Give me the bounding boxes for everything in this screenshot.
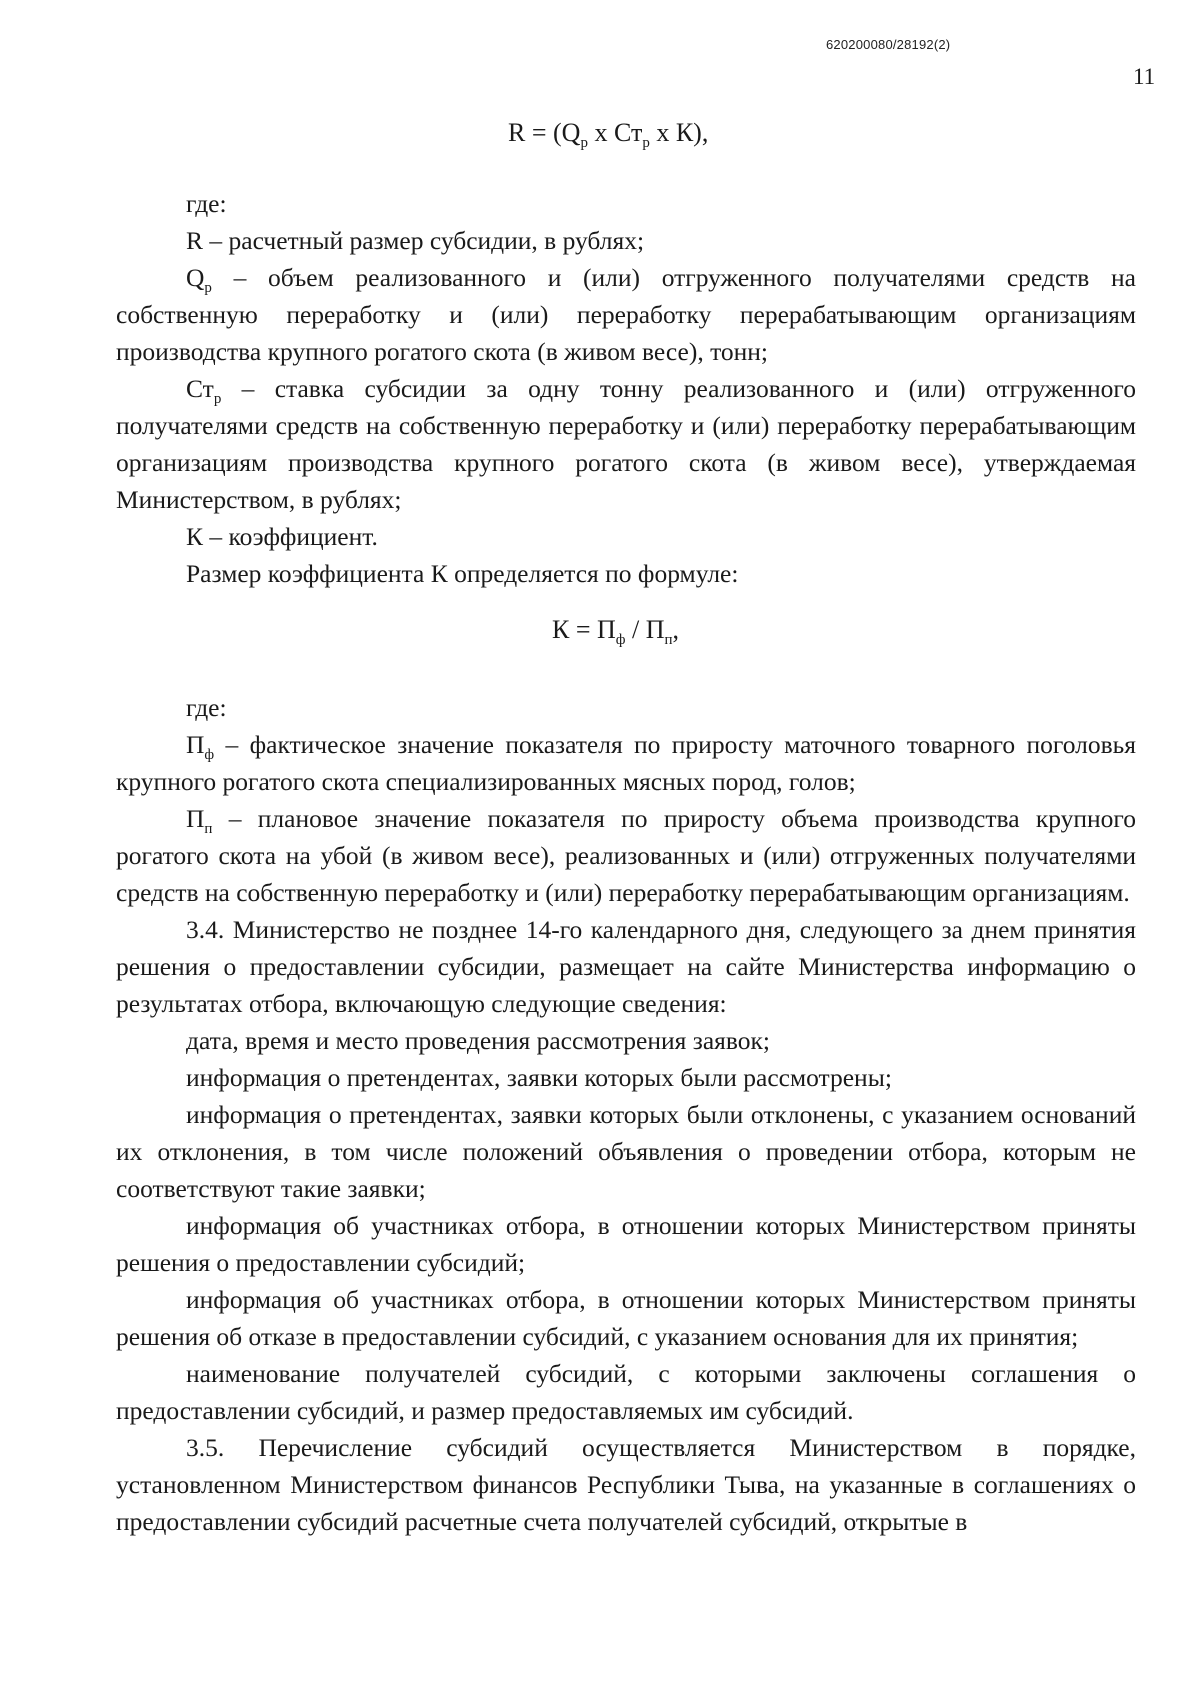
list-item: информация об участниках отбора, в отношении которых Министерством приняты решения о предоставлении субсидий;: [116, 1211, 1136, 1277]
formula-r-definitions: [116, 185, 1136, 592]
r-definition: R – расчетный размер субсидии, в рублях;: [186, 226, 645, 255]
where-label: где:: [186, 189, 227, 218]
paragraph-3-4: 3.4. Министерство не позднее 14-го календарного дня, следующего за днем принятия решения о предоставлении субсидии, размещает на сайте Министерства информацию о результатах отбора, включающую следующие сведения:: [116, 915, 1136, 1018]
q-definition: $Q_р$ – объем реализованного и (или) отгруженного получателями средств на собственную переработку и (или) переработку перерабатывающим организациям производства крупного рогатого скота (в живом весе), тонн;: [116, 263, 1136, 366]
list-item: информация о претендентах, заявки которых были рассмотрены;: [186, 1063, 892, 1092]
pf-definition: $П_ф$ – фактическое значение показателя по приросту маточного товарного поголовья крупного рогатого скота специализированных мясных пород, голов;: [116, 730, 1136, 796]
page-number: 11: [1133, 64, 1156, 89]
document-id: 620200080/28192(2): [826, 37, 951, 52]
list-item: дата, время и место проведения рассмотрения заявок;: [186, 1026, 770, 1055]
where-label: где:: [186, 693, 227, 722]
list-item: наименование получателей субсидий, с которыми заключены соглашения о предоставлении субсидий, и размер предоставляемых им субсидий.: [116, 1359, 1136, 1425]
st-definition: $Ст_р$ – ставка субсидии за одну тонну реализованного и (или) отгруженного получателями средств на собственную переработку и (или) переработку перерабатывающим организациям производства крупного рогатого скота (в живом весе), утверждаемая Министерством, в рублях;: [116, 374, 1136, 514]
paragraph-3-5: 3.5. Перечисление субсидий осуществляется Министерством в порядке, установленном Министерством финансов Республики Тыва, на указанные в соглашениях о предоставлении субсидий расчетные счета получателей субсидий, открытые в: [116, 1433, 1136, 1536]
k-intro: Размер коэффициента К определяется по формуле:: [186, 559, 739, 588]
formula-r: $R = (Q_р$ х $Ст_р$ х К),: [508, 118, 709, 151]
formula-k: $К = П_ф / П_п$,: [552, 615, 680, 648]
formula-k-definitions: [116, 689, 1136, 1540]
k-definition: К – коэффициент.: [186, 522, 378, 551]
list-item: информация о претендентах, заявки которых были отклонены, с указанием оснований их отклонения, в том числе положений объявления о проведении отбора, которым не соответствуют такие заявки;: [116, 1100, 1136, 1203]
list-item: информация об участниках отбора, в отношении которых Министерством приняты решения об отказе в предоставлении субсидий, с указанием основания для их принятия;: [116, 1285, 1136, 1351]
pp-definition: $П_п$ – плановое значение показателя по приросту объема производства крупного рогатого скота на убой (в живом весе), реализованных и (или) отгруженных получателями средств на собственную переработку и (или) переработку перерабатывающим организациям.: [116, 804, 1136, 907]
